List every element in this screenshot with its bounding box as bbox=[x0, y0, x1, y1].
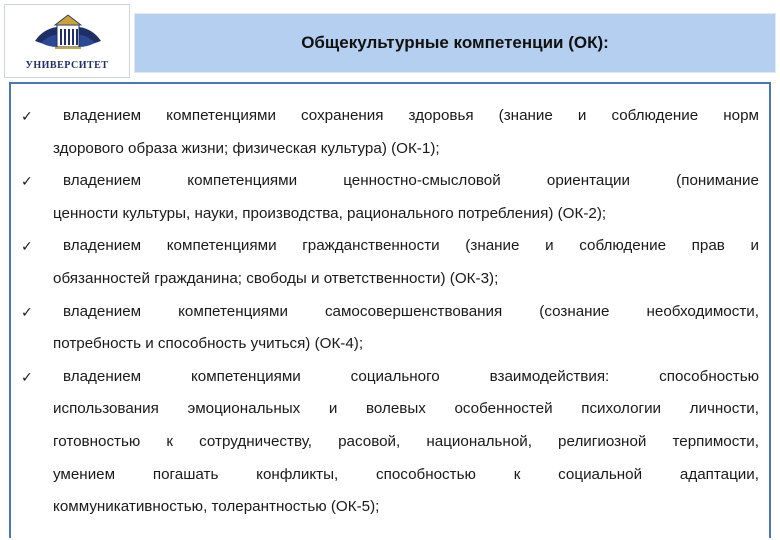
list-item-line: владением компетенциями самосовершенствования (сознание необходимости, bbox=[63, 302, 759, 320]
list-item-line: потребность и способность учиться) (ОК-4); bbox=[53, 335, 364, 353]
list-item-line: коммуникативностью, толерантностью (ОК-5); bbox=[53, 498, 380, 516]
checkmark-icon: ✓ bbox=[21, 303, 33, 320]
checkmark-icon: ✓ bbox=[21, 108, 33, 124]
list-item-line: умением погашать конфликты, способностью к социальной адаптации, bbox=[53, 465, 759, 483]
list-item bbox=[21, 165, 759, 230]
list-item-line: владением компетенциями гражданственности (знание и соблюдение прав и bbox=[63, 237, 759, 255]
university-logo bbox=[4, 4, 130, 78]
list-item-line: ценности культуры, науки, производства, рационального потребления) (ОК-2); bbox=[53, 204, 607, 222]
competencies-frame bbox=[9, 82, 771, 538]
list-item-line: владением компетенциями социального взаимодействия: способностью bbox=[63, 367, 759, 385]
page-title: Общекультурные компетенции (ОК): bbox=[301, 33, 609, 52]
title-bar bbox=[134, 13, 776, 73]
list-item-line: владением компетенциями ценностно-смысловой ориентации (понимание bbox=[63, 172, 759, 190]
list-item-text bbox=[21, 100, 759, 165]
checkmark-icon: ✓ bbox=[21, 238, 33, 255]
list-item bbox=[21, 361, 759, 524]
list-item bbox=[21, 296, 759, 361]
list-item-text bbox=[21, 230, 759, 295]
list-item-text bbox=[21, 296, 759, 361]
university-emblem-icon bbox=[5, 5, 131, 59]
list-item-line: готовностью к сотрудничеству, расовой, национальной, религиозной терпимости, bbox=[53, 432, 759, 450]
list-item-text bbox=[21, 165, 759, 230]
list-item-line: владением компетенциями сохранения здоровья (знание и соблюдение норм bbox=[63, 107, 759, 124]
list-item-line: обязанностей гражданина; свободы и ответственности) (ОК-3); bbox=[53, 269, 499, 287]
checkmark-icon: ✓ bbox=[21, 368, 33, 385]
list-item bbox=[21, 230, 759, 295]
logo-university-name: УНИВЕРСИТЕТ bbox=[25, 60, 109, 71]
list-item bbox=[21, 100, 759, 165]
list-item-text bbox=[21, 361, 759, 524]
list-item-line: использования эмоциональных и волевых особенностей психологии личности, bbox=[53, 400, 759, 418]
checkmark-icon: ✓ bbox=[21, 173, 33, 190]
list-item-line: здорового образа жизни; физическая культура) (ОК-1); bbox=[53, 139, 440, 157]
